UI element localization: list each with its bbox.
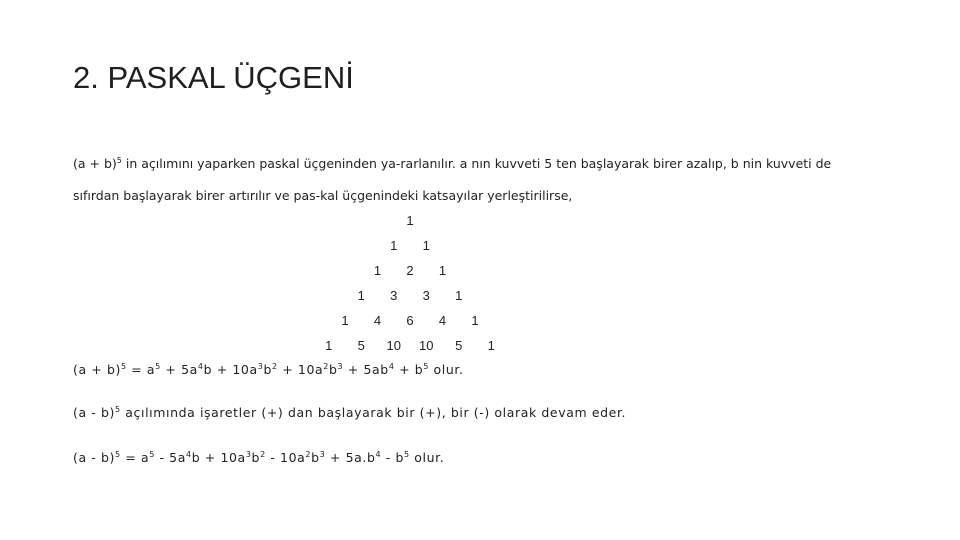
pascal-number: 10 <box>419 338 434 353</box>
pascal-number: 1 <box>390 238 398 253</box>
slide-title: 2. PASKAL ÜÇGENİ <box>73 60 354 95</box>
pascal-number: 5 <box>455 338 463 353</box>
pascal-number: 1 <box>406 213 414 228</box>
pascal-number: 2 <box>406 263 414 278</box>
pascal-number: 10 <box>386 338 401 353</box>
pascal-number: 5 <box>357 338 365 353</box>
pascal-number: 6 <box>406 313 414 328</box>
expansion-formula-minus: $(a - b)^5 = a^5 - 5a^4b + 10a^3b^2 - 10a^2b^3 + 5a.b^4 - b^5$ olur. <box>73 449 445 465</box>
pascal-number: 1 <box>422 238 430 253</box>
pascal-number: 1 <box>341 313 349 328</box>
pascal-number: 3 <box>390 288 398 303</box>
sign-rule-text: (a - b)$^5$ açılımında işaretler (+) dan başlayarak bir (+), bir (-) olarak devam eder. <box>73 404 627 420</box>
pascal-number: 4 <box>373 313 382 328</box>
intro-line-1: $(a + b)^5$ in açılımını yaparken paskal üçgeninden ya-rarlanılır. a nın kuvveti 5 ten başlayarak birer azalıp, b nin kuvveti de <box>73 155 832 171</box>
pascal-number: 4 <box>438 313 447 328</box>
pascal-number: 1 <box>487 338 495 353</box>
pascal-number: 1 <box>471 313 479 328</box>
pascal-number: 1 <box>373 263 382 278</box>
pascal-number: 1 <box>455 288 463 303</box>
pascal-number: 1 <box>357 288 365 303</box>
expansion-formula-plus: $(a + b)^5 = a^5 + 5a^4b + 10a^3b^2 + 10a^2b^3 + 5ab^4 + b^5$ olur. <box>73 361 464 377</box>
pascal-number: 1 <box>438 263 447 278</box>
intro-line-2: sıfırdan başlayarak birer artırılır ve pas-kal üçgenindeki katsayılar yerleştirilirse, <box>73 188 573 203</box>
pascal-number: 1 <box>325 338 333 353</box>
pascal-number: 3 <box>422 288 430 303</box>
